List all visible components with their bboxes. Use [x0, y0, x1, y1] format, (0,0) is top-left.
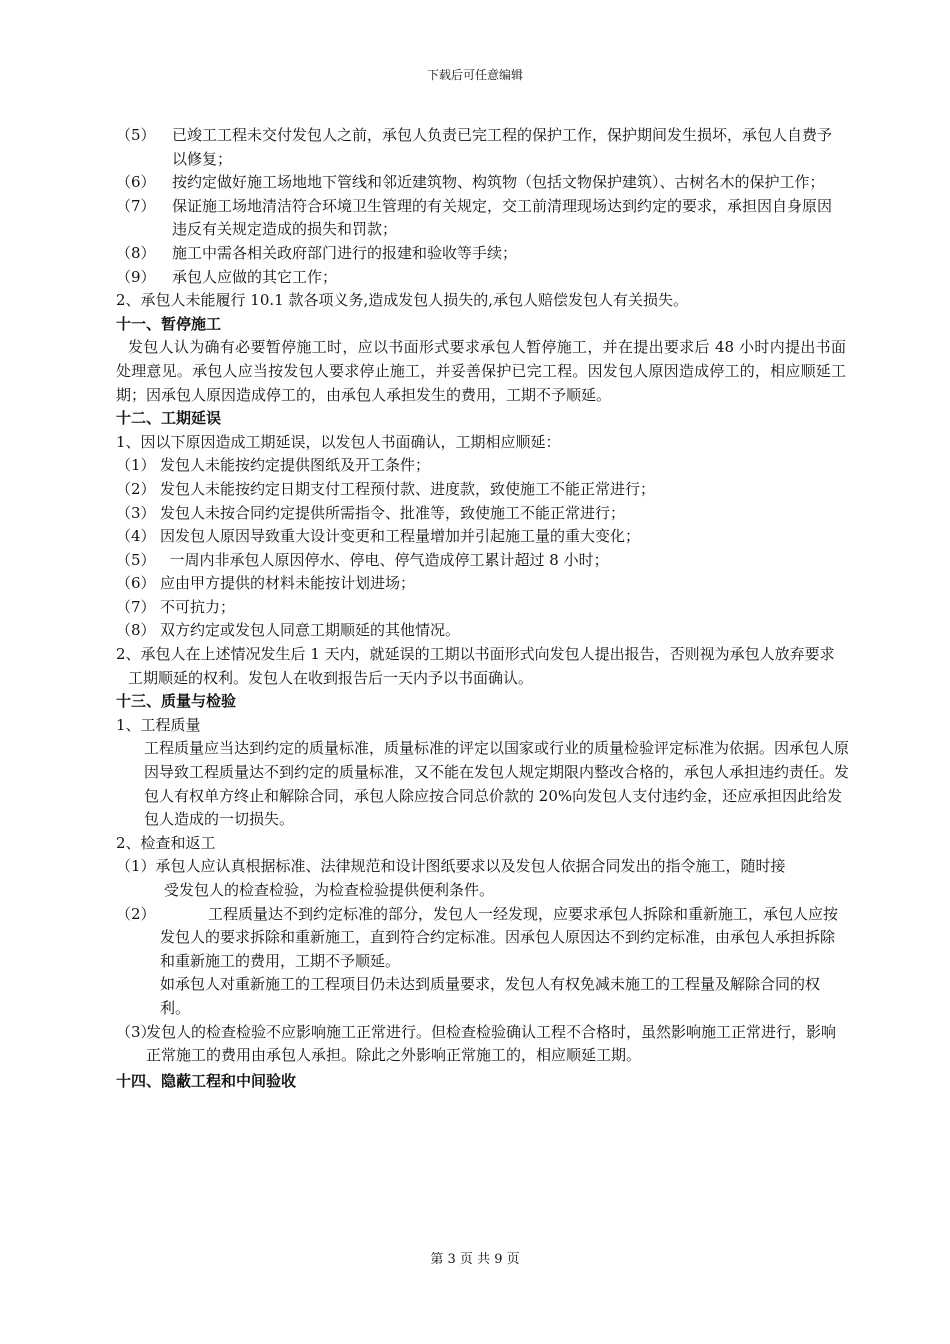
item-number: （2）	[116, 479, 156, 498]
paragraph: （1）承包人应认真根据标准、法律规范和设计图纸要求以及发包人依据合同发出的指令施工，随时接	[116, 857, 786, 876]
list-item	[116, 242, 846, 266]
item-text: 发包人未按合同约定提供所需指令、批准等，致使施工不能正常进行；	[160, 503, 626, 522]
item-text: 按约定做好施工场地地下管线和邻近建筑物、构筑物（包括文物保护建筑）、古树名木的保护工作；	[172, 173, 825, 192]
item-text: 双方约定或发包人同意工期顺延的其他情况。	[160, 621, 461, 640]
document-body	[116, 124, 850, 1093]
item-number: （3）	[116, 503, 156, 522]
item-number: （5）	[116, 126, 156, 144]
item-text: 已竣工工程未交付发包人之前，承包人负责已完工程的保护工作，保护期间发生损坏，承包人自费予以修复；	[172, 126, 833, 168]
item-number: （1）	[116, 456, 156, 475]
item-text: 承包人应做的其它工作；	[172, 267, 338, 286]
item-text: 一周内非承包人原因停水、停电、停气造成停工累计超过 8 小时；	[160, 550, 609, 569]
item-body	[160, 903, 846, 1021]
item-text: 发包人未能按约定提供图纸及开工条件；	[160, 456, 431, 475]
list-item	[116, 1021, 846, 1068]
item-text: 不可抗力；	[160, 597, 236, 616]
item-number: （3）	[116, 1022, 156, 1041]
list-item	[116, 171, 846, 195]
item-number: （6）	[116, 574, 156, 593]
paragraph: 受发包人的检查检验，为检查检验提供便利条件。	[164, 881, 495, 899]
list-item	[116, 572, 846, 596]
item-number: （5）	[116, 550, 156, 569]
item-number: （7）	[116, 196, 156, 215]
subheading: 1、工程质量	[116, 715, 201, 734]
subheading: 2、检查和返工	[116, 833, 216, 852]
section-heading: 十一、暂停施工	[116, 314, 222, 333]
paragraph: 1、因以下原因造成工期延误，以发包人书面确认，工期相应顺延：	[116, 432, 561, 451]
item-text: 施工中需各相关政府部门进行的报建和验收等手续；	[172, 243, 518, 262]
item-text: 因发包人原因导致重大设计变更和工程量增加并引起施工量的重大变化；	[160, 527, 641, 546]
page-header: 下载后可任意编辑	[426, 68, 523, 82]
list-item	[116, 549, 846, 573]
list-item	[116, 903, 846, 1021]
item-number: （7）	[116, 597, 156, 616]
page-footer: 第 3 页 共 9 页	[430, 1252, 520, 1267]
list-item	[116, 454, 846, 478]
paragraph: 工程质量应当达到约定的质量标准，质量标准的评定以国家或行业的质量检验评定标准为依据。因承包人原因导致工程质量达不到约定的质量标准，又不能在发包人规定期限内整改合格的，承包人承担违约责任。发包人有权单方终止和解除合同，承包人除应按合同总价款的 20%向发包人支付违约金，还应承担因此给发包人造成的一切损失。	[144, 739, 850, 829]
section-heading: 十三、质量与检验	[116, 692, 237, 711]
item-text: 工程质量达不到约定标准的部分，发包人一经发现，应要求承包人拆除和重新施工，承包人应按发包人的要求拆除和重新施工，直到符合约定标准。因承包人原因达不到约定标准，由承包人承担拆除和重新施工的费用，工期不予顺延。	[160, 904, 839, 970]
list-item	[116, 478, 846, 502]
item-number: （6）	[116, 173, 156, 192]
paragraph: 发包人认为确有必要暂停施工时，应以书面形式要求承包人暂停施工，并在提出要求后 48 小时内提出书面处理意见。承包人应当按发包人要求停止施工，并妥善保护已完工程。因发包人原因造成停工的，相应顺延工期；因承包人原因造成停工的，由承包人承担发生的费用，工期不予顺延。	[116, 338, 846, 404]
list-item	[116, 266, 846, 290]
paragraph: 2、承包人未能履行 10.1 款各项义务,造成发包人损失的,承包人赔偿发包人有关损失。	[116, 291, 689, 310]
list-item	[116, 124, 846, 171]
section-heading: 十四、隐蔽工程和中间验收	[116, 1071, 297, 1090]
item-number: （8）	[116, 243, 156, 262]
section-heading: 十二、工期延误	[116, 409, 222, 428]
item-text: 保证施工场地清洁符合环境卫生管理的有关规定，交工前清理现场达到约定的要求，承担因自身原因违反有关规定造成的损失和罚款；	[172, 196, 833, 239]
item-text: 发包人的检查检验不应影响施工正常进行。但检查检验确认工程不合格时，虽然影响施工正常进行，影响正常施工的费用由承包人承担。除此之外影响正常施工的，相应顺延工期。	[146, 1022, 837, 1065]
item-number: （8）	[116, 621, 156, 640]
item-number: （2）	[116, 904, 156, 923]
item-number: （4）	[116, 527, 156, 546]
list-item	[116, 502, 846, 526]
list-item	[116, 596, 846, 620]
paragraph: 2、承包人在上述情况发生后 1 天内，就延误的工期以书面形式向发包人提出报告，否则视为承包人放弃要求工期顺延的权利。发包人在收到报告后一天内予以书面确认。	[116, 645, 835, 687]
item-text: 发包人未能按约定日期支付工程预付款、进度款，致使施工不能正常进行；	[160, 479, 656, 498]
list-item	[116, 525, 846, 549]
list-item	[116, 619, 846, 643]
item-text: 应由甲方提供的材料未能按计划进场；	[160, 574, 416, 593]
list-item	[116, 195, 846, 242]
item-number: （9）	[116, 267, 156, 286]
item-text-extra: 如承包人对重新施工的工程项目仍未达到质量要求，发包人有权免减未施工的工程量及解除合同的权利。	[160, 975, 821, 1017]
